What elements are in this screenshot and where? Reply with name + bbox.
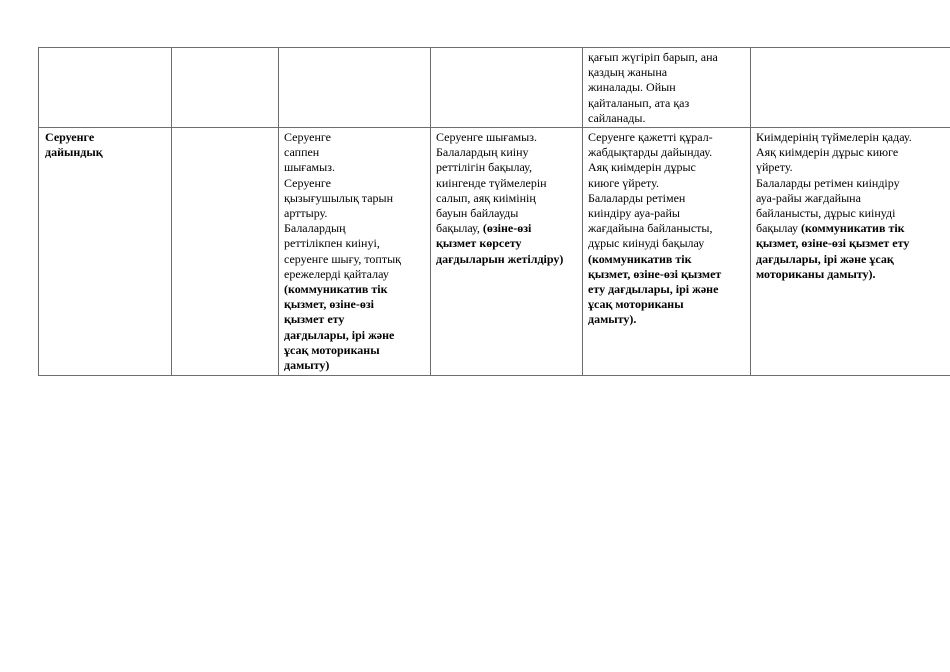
cell-text-line: киюге үйрету. (588, 175, 659, 190)
table-row (39, 48, 950, 128)
cell-bold-fragment: (өзіне-өзі (482, 221, 532, 236)
cell-bold-line: (коммуникатив тік (588, 251, 692, 266)
cell-text-line: Аяқ киімдерін дұрыс (588, 160, 696, 175)
cell-text-line: ауа-райы жағдайына (756, 190, 861, 205)
cell-text-line: арттыру. (284, 206, 328, 221)
cell-text-line: реттілігін бақылау, (436, 160, 532, 175)
cell-bold-line: қызмет, өзіне-өзі қызмет ету (756, 236, 910, 251)
cell-text-line: жағдайына байланысты, (588, 221, 713, 236)
cell-bold-line: ұсақ моториканы (588, 297, 684, 312)
cell-bold-line: дағдылары, ірі және ұсақ (756, 251, 894, 266)
cell-bold-line: қызмет, өзіне-өзі (284, 297, 374, 312)
cell-bold-line: дағдылары, ірі және (284, 327, 395, 342)
cell-text-line: Серуенге шығамыз. (436, 130, 537, 145)
cell-text-line: үйрету. (756, 160, 793, 175)
cell-bold-line: ұсақ моториканы (284, 342, 380, 357)
cell-text-line: салып, аяқ киімінің (436, 190, 536, 205)
cell-text-line: Серуенге қажетті құрал- (588, 130, 713, 145)
cell-bold-line: дамыту) (284, 358, 330, 373)
cell-text-fragment: бақылау, (436, 221, 483, 236)
plan-table (38, 47, 950, 376)
cell-text-line: Аяқ киімдерін дұрыс киюге (756, 145, 899, 160)
table-cell-game-text (583, 48, 751, 128)
cell-text-line: шығамыз. (284, 160, 335, 175)
table-cell (172, 128, 279, 376)
table-row (39, 128, 950, 376)
cell-text-line: дұрыс киінуді бақылау (588, 236, 705, 251)
cell-text-line: бауын байлауды (436, 206, 519, 221)
table-cell (172, 48, 279, 128)
cell-text-line: жабдықтарды дайындау. (588, 145, 713, 160)
table-cell (751, 48, 950, 128)
cell-bold-line: дағдыларын жетілдіру) (436, 251, 564, 266)
table-cell-col6 (751, 128, 950, 376)
cell-text-line: Балалардың (284, 221, 346, 236)
cell-text-line: Балаларды ретімен киіндіру (756, 175, 900, 190)
table-cell-col3 (279, 128, 431, 376)
row-label-cell (39, 128, 172, 376)
cell-bold-line: дамыту). (588, 312, 637, 327)
table-cell (279, 48, 431, 128)
cell-text-line: қағып жүгіріп барып, ана (588, 50, 718, 64)
cell-text-line: жиналады. Ойын (588, 80, 676, 95)
cell-text-line: саппен (284, 145, 320, 160)
cell-text-line: киінгенде түймелерін (436, 175, 547, 190)
cell-text-line: Серуенге (284, 130, 331, 145)
cell-text-line: сайланады. (588, 110, 646, 125)
row-label-line: дайындық (45, 145, 103, 160)
cell-text-line: қайталанып, ата қаз (588, 95, 690, 110)
cell-text-line: байланысты, дұрыс киінуді (756, 206, 896, 221)
cell-text-line: Балаларды ретімен (588, 190, 686, 205)
cell-text-line: қызығушылық тарын (284, 190, 394, 205)
cell-text-line: реттілікпен киінуі, (284, 236, 380, 251)
table-cell (431, 48, 583, 128)
cell-text-line: ережелерді қайталау (284, 266, 389, 281)
cell-text-line: серуенге шығу, топтық (284, 251, 401, 266)
cell-text-line: Серуенге (284, 175, 331, 190)
cell-bold-fragment: (коммуникатив тік (801, 221, 905, 236)
table-cell-col4 (431, 128, 583, 376)
cell-text-line: қаздың жанына (588, 65, 668, 80)
cell-text-line: Киімдерінің түймелерін қадау. (756, 130, 912, 145)
cell-mixed-line (756, 221, 946, 236)
cell-text-fragment: бақылау (756, 221, 802, 236)
cell-mixed-line (436, 221, 578, 236)
row-label-line: Серуенге (45, 130, 95, 145)
cell-text-line: Балалардың киіну (436, 145, 529, 160)
cell-bold-line: қызмет көрсету (436, 236, 522, 251)
cell-bold-line: (коммуникатив тік (284, 282, 388, 297)
table-cell (39, 48, 172, 128)
cell-bold-line: моториканы дамыту). (756, 266, 876, 281)
cell-bold-line: қызмет, өзіне-өзі қызмет (588, 266, 722, 281)
cell-bold-line: қызмет ету (284, 312, 345, 327)
table-cell-col5 (583, 128, 751, 376)
cell-text-line: киіндіру ауа-райы (588, 206, 680, 221)
cell-bold-line: ету дағдылары, ірі және (588, 282, 719, 297)
